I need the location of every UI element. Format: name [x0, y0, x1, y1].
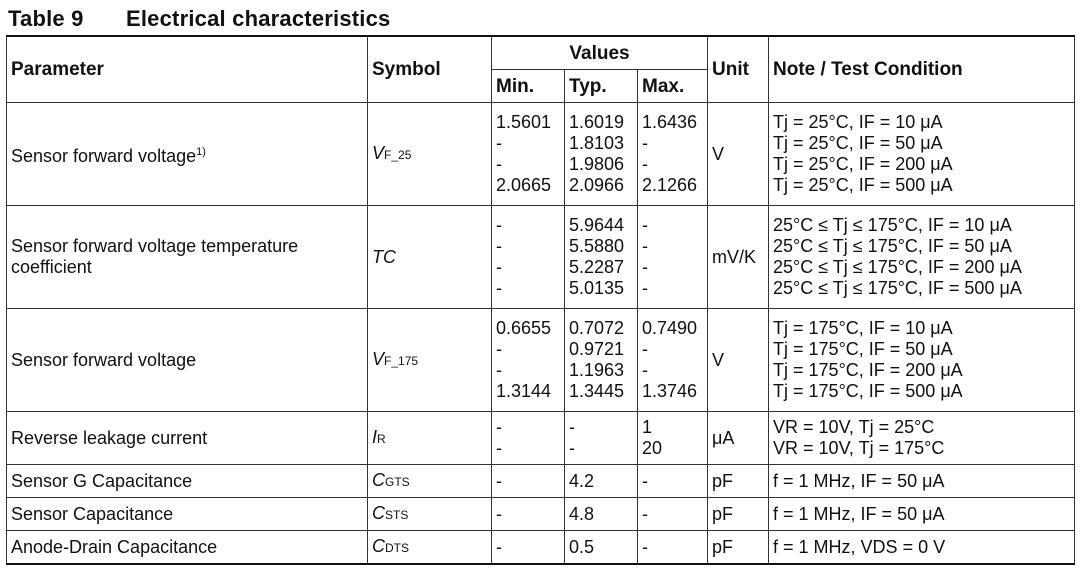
symbol-cell — [368, 531, 492, 565]
symbol-text: V — [372, 348, 385, 369]
max-value: - — [642, 536, 648, 557]
min-cell — [492, 531, 565, 565]
test-condition: 25°C ≤ Tj ≤ 175°C, IF = 500 μA — [773, 278, 1022, 298]
min-value: - — [496, 278, 502, 298]
min-cell — [492, 412, 565, 465]
note-cell — [769, 498, 1075, 531]
max-value: 2.1266 — [642, 175, 698, 195]
table-row — [7, 498, 1075, 531]
test-condition: 25°C ≤ Tj ≤ 175°C, IF = 50 μA — [773, 236, 1012, 256]
test-condition: 25°C ≤ Tj ≤ 175°C, IF = 10 μA — [773, 215, 1012, 235]
max-cell — [638, 309, 708, 412]
typ-value: 0.5 — [569, 536, 595, 557]
min-value: - — [496, 417, 502, 437]
symbol-text: V — [372, 142, 385, 163]
header-values: Values — [492, 36, 708, 70]
test-condition: Tj = 25°C, IF = 500 μA — [773, 175, 953, 195]
min-value: 0.6655 — [496, 318, 552, 338]
table-row — [7, 309, 1075, 412]
unit-cell: pF — [708, 498, 769, 531]
min-value: 1.5601 — [496, 112, 552, 132]
note-cell — [769, 465, 1075, 498]
min-cell — [492, 309, 565, 412]
header-unit: Unit — [708, 36, 769, 103]
header-note: Note / Test Condition — [769, 36, 1075, 103]
parameter-cell — [7, 498, 368, 531]
table-row — [7, 465, 1075, 498]
typ-cell — [565, 531, 638, 565]
max-value: 1.3746 — [642, 381, 698, 401]
test-condition: f = 1 MHz, IF = 50 μA — [773, 470, 945, 491]
unit-cell: pF — [708, 531, 769, 565]
parameter-cell — [7, 465, 368, 498]
min-cell — [492, 103, 565, 206]
min-value: - — [496, 503, 502, 524]
test-condition: VR = 10V, Tj = 175°C — [773, 438, 945, 458]
min-value: - — [496, 236, 502, 256]
parameter-text: Sensor G Capacitance — [11, 470, 193, 491]
symbol-text: TC — [372, 246, 396, 267]
min-cell — [492, 206, 565, 309]
min-cell — [492, 465, 565, 498]
max-cell — [638, 103, 708, 206]
header-min: Min. — [492, 70, 565, 103]
unit-cell: mV/K — [708, 206, 769, 309]
test-condition: Tj = 25°C, IF = 10 μA — [773, 112, 943, 132]
typ-value: 1.9806 — [569, 154, 625, 174]
typ-value: - — [569, 438, 575, 458]
test-condition: f = 1 MHz, VDS = 0 V — [773, 536, 946, 557]
typ-value: 1.8103 — [569, 133, 625, 153]
note-cell — [769, 531, 1075, 565]
parameter-cell — [7, 531, 368, 565]
typ-value: - — [569, 417, 575, 437]
header-symbol: Symbol — [368, 36, 492, 103]
min-value: - — [496, 339, 502, 359]
typ-cell — [565, 206, 638, 309]
parameter-text: Sensor forward voltage temperature coefficient — [11, 236, 299, 277]
unit-cell: μA — [708, 412, 769, 465]
max-value: - — [642, 236, 648, 256]
table-row — [7, 531, 1075, 565]
parameter-cell — [7, 206, 368, 309]
min-value: - — [496, 438, 502, 458]
symbol-subscript: R — [377, 431, 386, 446]
header-typ: Typ. — [565, 70, 638, 103]
header-parameter: Parameter — [7, 36, 368, 103]
parameter-text: Sensor Capacitance — [11, 503, 174, 524]
max-value: - — [642, 133, 648, 153]
test-condition: 25°C ≤ Tj ≤ 175°C, IF = 200 μA — [773, 257, 1022, 277]
min-cell — [492, 498, 565, 531]
min-value: - — [496, 215, 502, 235]
min-value: - — [496, 133, 502, 153]
min-value: 1.3144 — [496, 381, 552, 401]
typ-value: 5.9644 — [569, 215, 625, 235]
parameter-text: Reverse leakage current — [11, 427, 208, 448]
typ-value: 0.7072 — [569, 318, 625, 338]
typ-cell — [565, 309, 638, 412]
note-cell — [769, 412, 1075, 465]
table-row — [7, 206, 1075, 309]
symbol-subscript: F_25 — [384, 147, 412, 162]
max-value: 20 — [642, 438, 663, 458]
typ-value: 1.3445 — [569, 381, 625, 401]
max-value: - — [642, 154, 648, 174]
header-max: Max. — [638, 70, 708, 103]
test-condition: f = 1 MHz, IF = 50 μA — [773, 503, 945, 524]
max-cell — [638, 465, 708, 498]
max-value: 1.6436 — [642, 112, 698, 132]
max-value: - — [642, 278, 648, 298]
note-cell — [769, 103, 1075, 206]
max-value: - — [642, 257, 648, 277]
max-value: - — [642, 470, 648, 491]
footnote-marker: 1) — [196, 145, 206, 158]
symbol-cell — [368, 412, 492, 465]
typ-value: 4.2 — [569, 470, 595, 491]
note-cell — [769, 206, 1075, 309]
max-value: - — [642, 503, 648, 524]
max-value: - — [642, 339, 648, 359]
min-value: - — [496, 536, 502, 557]
max-cell — [638, 206, 708, 309]
max-value: 0.7490 — [642, 318, 698, 338]
parameter-cell — [7, 103, 368, 206]
typ-value: 5.0135 — [569, 278, 625, 298]
typ-value: 5.2287 — [569, 257, 625, 277]
max-cell — [638, 498, 708, 531]
test-condition: Tj = 25°C, IF = 200 μA — [773, 154, 953, 174]
unit-cell: pF — [708, 465, 769, 498]
typ-value: 5.5880 — [569, 236, 625, 256]
symbol-subscript: F_175 — [384, 353, 419, 368]
symbol-text: I — [372, 426, 378, 447]
typ-value: 1.6019 — [569, 112, 625, 132]
table-row — [7, 103, 1075, 206]
typ-cell — [565, 103, 638, 206]
parameter-text: Sensor forward voltage — [11, 349, 197, 370]
symbol-text: C — [372, 502, 385, 523]
min-value: 2.0665 — [496, 175, 552, 195]
symbol-cell — [368, 103, 492, 206]
unit-cell: V — [708, 309, 769, 412]
test-condition: Tj = 175°C, IF = 10 μA — [773, 318, 953, 338]
min-value: - — [496, 257, 502, 277]
table-body — [7, 103, 1075, 565]
test-condition: Tj = 175°C, IF = 500 μA — [773, 381, 963, 401]
max-value: - — [642, 215, 648, 235]
max-value: 1 — [642, 417, 653, 437]
test-condition: VR = 10V, Tj = 25°C — [773, 417, 935, 437]
symbol-cell — [368, 309, 492, 412]
symbol-text: C — [372, 535, 385, 556]
symbol-subscript: DTS — [385, 540, 409, 555]
symbol-text: C — [372, 469, 385, 490]
parameter-text: Anode-Drain Capacitance — [11, 536, 218, 557]
max-value: - — [642, 360, 648, 380]
min-value: - — [496, 154, 502, 174]
typ-cell — [565, 412, 638, 465]
min-value: - — [496, 470, 502, 491]
typ-value: 2.0966 — [569, 175, 625, 195]
test-condition: Tj = 175°C, IF = 50 μA — [773, 339, 953, 359]
symbol-cell — [368, 206, 492, 309]
table-row — [7, 412, 1075, 465]
typ-cell — [565, 465, 638, 498]
max-cell — [638, 531, 708, 565]
unit-cell: V — [708, 103, 769, 206]
test-condition: Tj = 175°C, IF = 200 μA — [773, 360, 963, 380]
typ-value: 4.8 — [569, 503, 595, 524]
electrical-characteristics-table — [6, 35, 1075, 565]
symbol-subscript: GTS — [385, 474, 410, 489]
typ-value: 1.1963 — [569, 360, 625, 380]
table-number: Table 9 — [8, 6, 84, 31]
typ-value: 0.9721 — [569, 339, 625, 359]
symbol-subscript: STS — [385, 507, 409, 522]
max-cell — [638, 412, 708, 465]
parameter-cell — [7, 412, 368, 465]
symbol-cell — [368, 498, 492, 531]
test-condition: Tj = 25°C, IF = 50 μA — [773, 133, 943, 153]
table-caption — [8, 6, 390, 32]
note-cell — [769, 309, 1075, 412]
symbol-cell — [368, 465, 492, 498]
parameter-text: Sensor forward voltage — [11, 145, 197, 166]
table-title: Electrical characteristics — [126, 6, 391, 31]
parameter-cell — [7, 309, 368, 412]
typ-cell — [565, 498, 638, 531]
min-value: - — [496, 360, 502, 380]
